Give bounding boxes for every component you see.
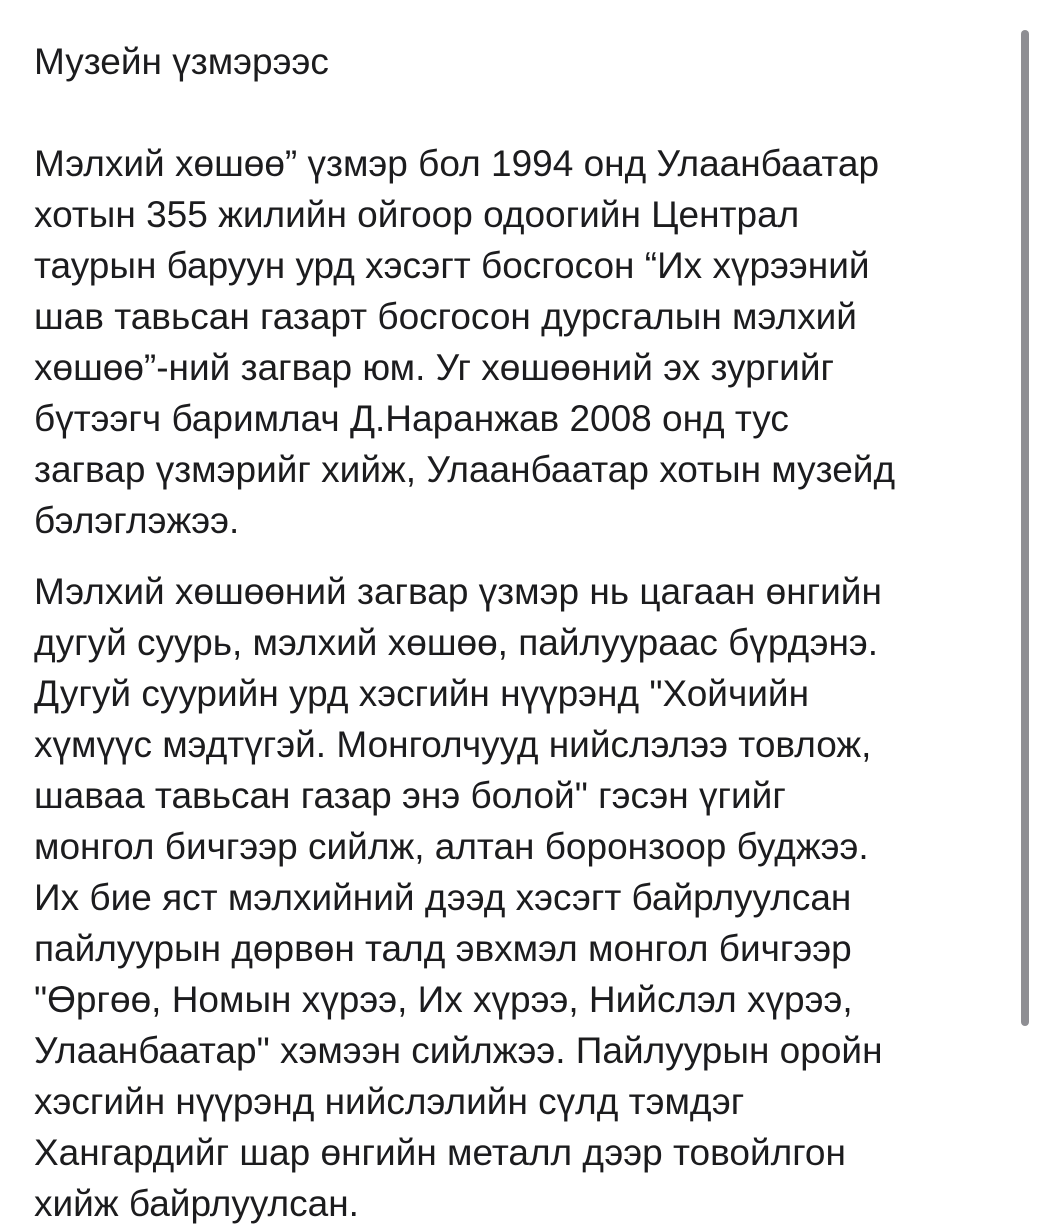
paragraph-line: хийж байрлуулсан.: [34, 1183, 359, 1224]
document-title: Музейн үзмэрээс: [34, 41, 329, 82]
paragraph-line: шаваа тавьсан газар энэ болой" гэсэн үгийг: [34, 775, 786, 816]
paragraph-2: [34, 566, 883, 1229]
paragraph-1: [34, 138, 895, 546]
paragraph-line: бүтээгч баримлач Д.Наранжав 2008 онд тус: [34, 398, 789, 439]
paragraph-line: Мэлхий хөшөө” үзмэр бол 1994 онд Улаанбаатар: [34, 143, 880, 184]
paragraph-line: Дугуй суурийн урд хэсгийн нүүрэнд "Хойчийн: [34, 673, 810, 714]
paragraph-line: хэсгийн нүүрэнд нийслэлийн сүлд тэмдэг: [34, 1081, 745, 1122]
paragraph-line: хотын 355 жилийн ойгоор одоогийн Централ: [34, 194, 800, 235]
paragraph-line: таурын баруун урд хэсэгт босгосон “Их хүрээний: [34, 245, 870, 286]
paragraph-line: дугуй суурь, мэлхий хөшөө, пайлуураас бүрдэнэ.: [34, 622, 879, 663]
paragraph-line: загвар үзмэрийг хийж, Улаанбаатар хотын музейд: [34, 449, 896, 490]
vertical-scrollbar[interactable]: [1021, 30, 1029, 1026]
paragraph-line: монгол бичгээр сийлж, алтан боронзоор буджээ.: [34, 826, 869, 867]
paragraph-line: "Өргөө, Номын хүрээ, Их хүрээ, Нийслэл хүрээ,: [34, 979, 853, 1020]
paragraph-line: шав тавьсан газарт босгосон дурсгалын мэлхий: [34, 296, 857, 337]
paragraph-line: Улаанбаатар" хэмээн сийлжээ. Пайлуурын оройн: [34, 1030, 883, 1071]
paragraph-line: Хангардийг шар өнгийн металл дээр товойлгон: [34, 1132, 846, 1173]
paragraph-line: пайлуурын дөрвөн талд эвхмэл монгол бичгээр: [34, 928, 852, 969]
paragraph-line: Их бие яст мэлхийний дээд хэсэгт байрлуулсан: [34, 877, 852, 918]
paragraph-line: Мэлхий хөшөөний загвар үзмэр нь цагаан өнгийн: [34, 571, 882, 612]
paragraph-line: хөшөө”-ний загвар юм. Уг хөшөөний эх зургийг: [34, 347, 835, 388]
paragraph-line: бэлэглэжээ.: [34, 500, 240, 541]
paragraph-line: хүмүүс мэдтүгэй. Монголчууд нийслэлээ товлож,: [34, 724, 872, 765]
